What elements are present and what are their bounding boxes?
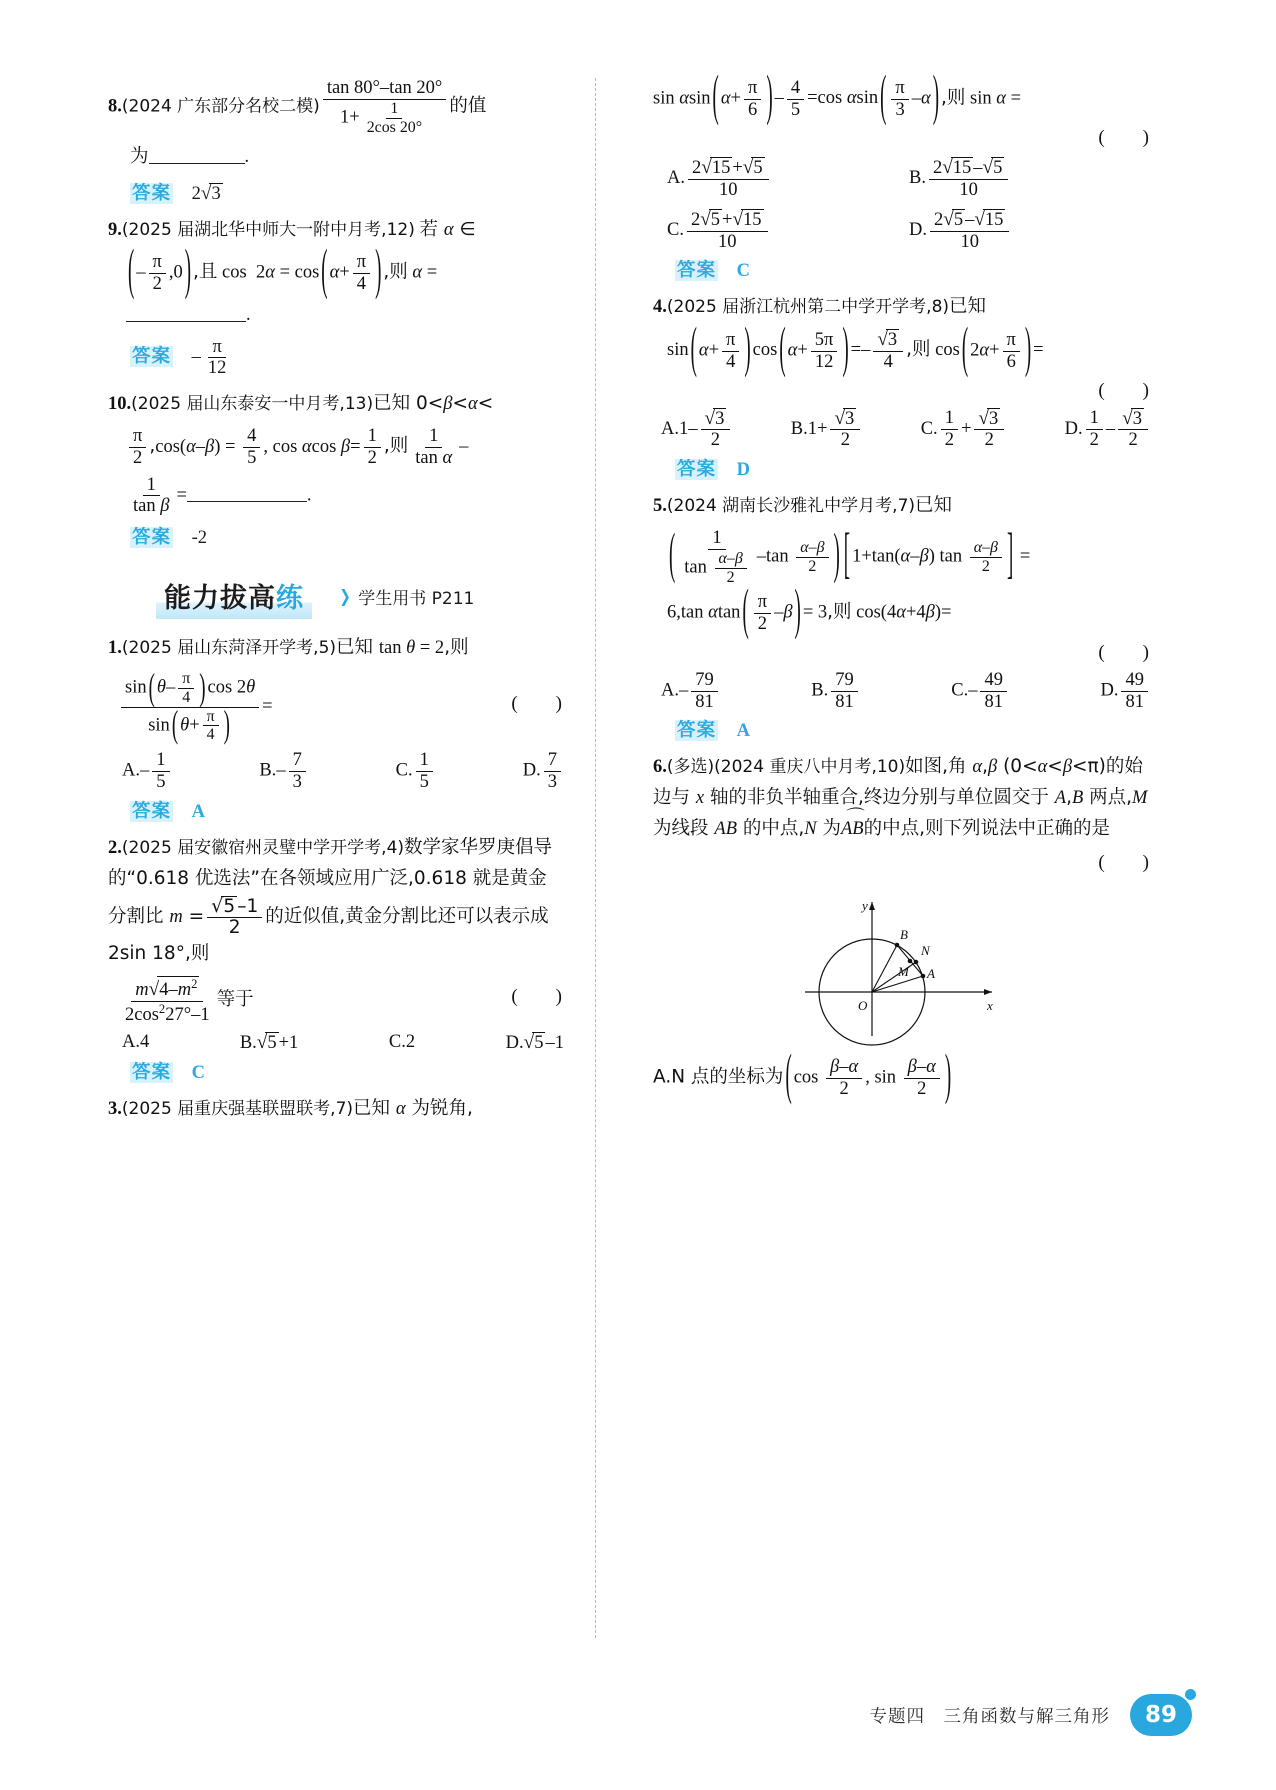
problem-8-stem-tail: 的值: [449, 95, 487, 117]
adv-problem-1-choices: [122, 750, 564, 792]
problem-10-body: $\frac{\pi}{2}$ ,cos(α–β) = $\frac{4}{5}$ , cos αcos β= $\frac{1}{2}$ ,则 $\frac{1}{\text{tan α}}$ –: [126, 426, 564, 468]
adv-problem-6-option-a-text: A.N 点的坐标为: [653, 1066, 784, 1088]
left-column: [108, 78, 586, 1638]
choice-d[interactable]: D.√5 –1: [505, 1031, 564, 1053]
adv-problem-4-lead: 已知: [949, 296, 987, 318]
adv-problem-2-answer: [130, 1058, 564, 1084]
figure-label-y: y: [862, 898, 868, 914]
figure-label-N: N: [921, 943, 930, 959]
adv-problem-1-lead: 已知 tan θ = 2,则: [336, 636, 469, 658]
adv-problem-4-answer: [675, 455, 1151, 481]
adv-problem-5-choices: [661, 670, 1151, 712]
choice-bracket: ( ): [1098, 641, 1149, 663]
adv-problem-3-lead: 已知 α 为锐角,: [353, 1097, 473, 1119]
section-title-blue: 练: [276, 582, 304, 614]
problem-10-source: (2025 届山东泰安一中月考,13): [131, 394, 374, 415]
problem-8-number: 8.: [108, 96, 122, 117]
choice-b[interactable]: B. $\frac{79}{81}$: [811, 670, 860, 712]
figure-label-x: x: [987, 998, 993, 1014]
adv-problem-3-continued: sin αsin ( α+ $\frac{\pi}{6}$ ) – $\frac{4}{5}$ =cos αsin ( $\frac{\pi}{3}$ –α ) ,则 sin α =: [653, 65, 1022, 129]
figure-label-B: B: [900, 927, 908, 943]
choice-c[interactable]: C. $\frac{1}{2}$ + $\frac{√3}{2}$: [921, 408, 1007, 451]
adv-problem-5-lead: 已知: [915, 495, 953, 517]
adv-problem-4: [653, 292, 1151, 323]
adv-problem-3-choices: [667, 157, 1151, 200]
choice-b[interactable]: B.– $\frac{7}{3}$: [259, 750, 308, 792]
answer-label: 答案: [132, 526, 172, 548]
choice-c[interactable]: C.2: [388, 1032, 416, 1053]
adv-problem-5-source: (2024 湖南长沙雅礼中学月考,7): [666, 496, 916, 517]
adv-problem-4-number: 4.: [653, 297, 667, 318]
adv-problem-3: [108, 1094, 564, 1125]
adv-problem-2: [108, 833, 564, 970]
adv-problem-1-answer: [130, 797, 564, 823]
choice-a[interactable]: A.– $\frac{79}{81}$: [661, 670, 721, 712]
answer-label: 答案: [132, 800, 172, 822]
choice-d[interactable]: D. $\frac{49}{81}$: [1100, 670, 1151, 712]
answer-label: 答案: [132, 183, 172, 205]
adv-problem-1-expression: sin ( θ– $\frac{\pi}{4}$ ) cos 2θ sin ( θ+ $\frac{\pi}{4}$ ) = ( ): [118, 670, 564, 744]
choice-c[interactable]: C. $\frac{2√5 +√15}{10}$: [667, 209, 909, 252]
problem-8-source: (2024 广东部分名校二模): [121, 96, 320, 117]
problem-9-source: (2025 届湖北华中师大一附中月考,12): [121, 220, 415, 241]
problem-9-answer: [130, 337, 564, 379]
choice-a[interactable]: A.4: [122, 1032, 150, 1053]
adv-problem-1: [108, 633, 564, 664]
answer-label: 答案: [677, 720, 717, 742]
problem-10-answer: [130, 523, 564, 549]
adv-problem-3-answer: [675, 256, 1151, 282]
footer-chapter-title: 专题四 三角函数与解三角形: [869, 1706, 1110, 1727]
adv-problem-6-source: (2024 重庆八中月考,10): [714, 757, 906, 778]
unit-circle-svg: [787, 884, 1017, 1049]
choice-b[interactable]: B.1+ $\frac{√3}{2}$: [791, 408, 863, 451]
adv-problem-3-choices-2: [667, 209, 1151, 252]
adv-problem-2-number: 2.: [108, 837, 122, 858]
unit-circle-figure: [653, 884, 1151, 1049]
figure-label-A: A: [927, 966, 935, 982]
choice-d[interactable]: D. $\frac{7}{3}$: [523, 750, 564, 792]
answer-label: 答案: [677, 459, 717, 481]
choice-c[interactable]: C.– $\frac{49}{81}$: [951, 670, 1010, 712]
choice-c[interactable]: C. $\frac{1}{5}$: [396, 750, 436, 792]
adv-problem-2-choices: [122, 1032, 564, 1054]
answer-value: A: [191, 801, 206, 822]
adv-problem-4-source: (2025 届浙江杭州第二中学开学考,8): [666, 297, 950, 318]
adv-problem-6-text: 如图,角 α,β (0<α<β<π)的始边与 x 轴的非负半轴重合,终边分别与单位圆交于 A,B 两点,M 为线段 AB 的中点,N 为⌒ AB的中点,则下列说法中正确的是: [653, 756, 1147, 839]
adv-problem-2-source: (2025 届安徽宿州灵璧中学开学考,4): [121, 837, 405, 858]
choice-a[interactable]: A.– $\frac{1}{5}$: [122, 750, 173, 792]
answer-value: A: [736, 721, 751, 742]
adv-problem-5: [653, 491, 1151, 522]
badge-dot-icon: [1185, 1689, 1196, 1700]
problem-9: [108, 215, 564, 246]
problem-10-number: 10.: [108, 394, 132, 415]
page-number: 89: [1144, 1702, 1177, 1728]
problem-8-answer: [130, 179, 564, 205]
adv-problem-6-number: 6.: [653, 757, 667, 778]
page-number-badge: [1130, 1694, 1192, 1736]
figure-label-O: O: [858, 998, 868, 1014]
section-title: [156, 575, 312, 619]
two-column-layout: [108, 65, 1173, 1638]
problem-9-blank-line: .: [126, 301, 564, 331]
adv-problem-2-expression: $\frac{m√4-m^2}{2\cos^227^\circ-1}$ 等于 ( ): [125, 976, 562, 1025]
adv-problem-3-source: (2025 届重庆强基联盟联考,7): [121, 1098, 354, 1119]
section-reference: [338, 584, 474, 609]
adv-problem-1-source: (2025 届山东菏泽开学考,5): [121, 637, 337, 658]
problem-8-fraction: tan 80°–tan 20° 1+ $\frac{1}{2\cos 20^\circ}$: [323, 78, 447, 136]
answer-value: – $\frac{\pi}{12}$: [191, 336, 227, 379]
choice-b[interactable]: B. $\frac{2√15 -√5}{10}$: [909, 157, 1151, 200]
section-header: [108, 575, 564, 619]
problem-10-lead: 已知 0<β<α<: [373, 393, 494, 415]
column-divider: [595, 78, 622, 1638]
right-column: [631, 65, 1151, 1638]
answer-label: 答案: [132, 1061, 172, 1083]
answer-value: -2: [191, 527, 208, 548]
answer-label: 答案: [132, 346, 172, 368]
adv-problem-2-text1: 数学家华罗庚倡导的“0.618 优选法”在各领域应用广泛,0.618 就是黄金分割比 m = $\frac{√5 -1}{2}$ 的近似值,黄金分割比还可以表示成 2sin 18°,则: [108, 836, 553, 964]
choice-bracket: ( ): [1098, 852, 1149, 874]
adv-problem-4-choices: [661, 408, 1151, 451]
figure-label-M: M: [898, 964, 909, 980]
choice-bracket: ( ): [1098, 127, 1149, 149]
answer-value: D: [736, 460, 751, 481]
problem-10: [108, 389, 564, 420]
chevron-right-icon: ❯: [339, 586, 351, 607]
choice-d[interactable]: D. $\frac{2√5 -√15}{10}$: [909, 209, 1151, 252]
problem-8-answer-line: 为 .: [130, 146, 250, 168]
choice-bracket: ( ): [511, 692, 562, 714]
answer-value: 2√3: [191, 183, 221, 205]
choice-d[interactable]: D. $\frac{1}{2}$ – $\frac{√3}{2}$: [1065, 408, 1151, 451]
problem-8: [108, 78, 564, 136]
section-ref-text: 学生用书 P211: [358, 589, 475, 610]
problem-10-body2: $\frac{1}{\text{tan β}}$ = .: [133, 474, 312, 517]
choice-bracket: ( ): [511, 986, 562, 1008]
adv-problem-5-number: 5.: [653, 496, 667, 517]
problem-9-body: ( – $\frac{\pi}{2}$ ,0 ) ,且 cos 2α = cos ( α+ $\frac{\pi}{4}$ ) ,则 α =: [128, 239, 438, 303]
choice-a[interactable]: A. $\frac{2√15 +√5}{10}$: [667, 157, 909, 200]
choice-a[interactable]: A.1– $\frac{√3}{2}$: [661, 408, 733, 451]
section-title-black: 能力拔高: [164, 582, 276, 614]
adv-problem-5-answer: [675, 716, 1151, 742]
adv-problem-1-number: 1.: [108, 637, 122, 658]
adv-problem-6-multi: (多选): [666, 757, 715, 778]
problem-9-lead: 若 α ∈: [419, 219, 476, 241]
problem-9-number: 9.: [108, 220, 122, 241]
adv-problem-3-number: 3.: [108, 1098, 122, 1119]
page-footer: [0, 1694, 1276, 1736]
answer-value: C: [736, 261, 751, 282]
fill-blank[interactable]: [187, 483, 307, 503]
adv-problem-6: [653, 752, 1151, 845]
answer-label: 答案: [677, 260, 717, 282]
adv-problem-4-expression: sin ( α+ $\frac{\pi}{4}$ ) cos ( α+ $\frac{5\pi}{12}$ ) =– $\frac{√3}{4}$ ,则 cos ( 2α+ $\frac{\pi}{6}$ ) =: [667, 317, 1044, 381]
adv-problem-6-option-a[interactable]: A.N 点的坐标为 ( cos $\frac{\beta-\alpha}{2}$ , sin $\frac{\beta-\alpha}{2}$ ): [653, 1044, 952, 1108]
fill-blank[interactable]: [149, 145, 245, 165]
adv-problem-5-expression-2: 6,tan αtan ( $\frac{\pi}{2}$ –β ) = 3,则 cos(4α+4β)=: [667, 579, 952, 643]
choice-b[interactable]: B.√5 +1: [239, 1031, 299, 1053]
answer-value: C: [191, 1062, 206, 1083]
adv-problem-5-expression: ( 1 tan $\frac{\alpha-\beta}{2}$ –tan $\frac{\alpha-\beta}{2}$ ) [ 1+tan(α–β) tan $\frac{\alpha-\beta}{2}$ ] =: [669, 523, 1031, 587]
choice-bracket: ( ): [1098, 379, 1149, 401]
problem-8-line2-prefix: 为: [130, 146, 149, 168]
